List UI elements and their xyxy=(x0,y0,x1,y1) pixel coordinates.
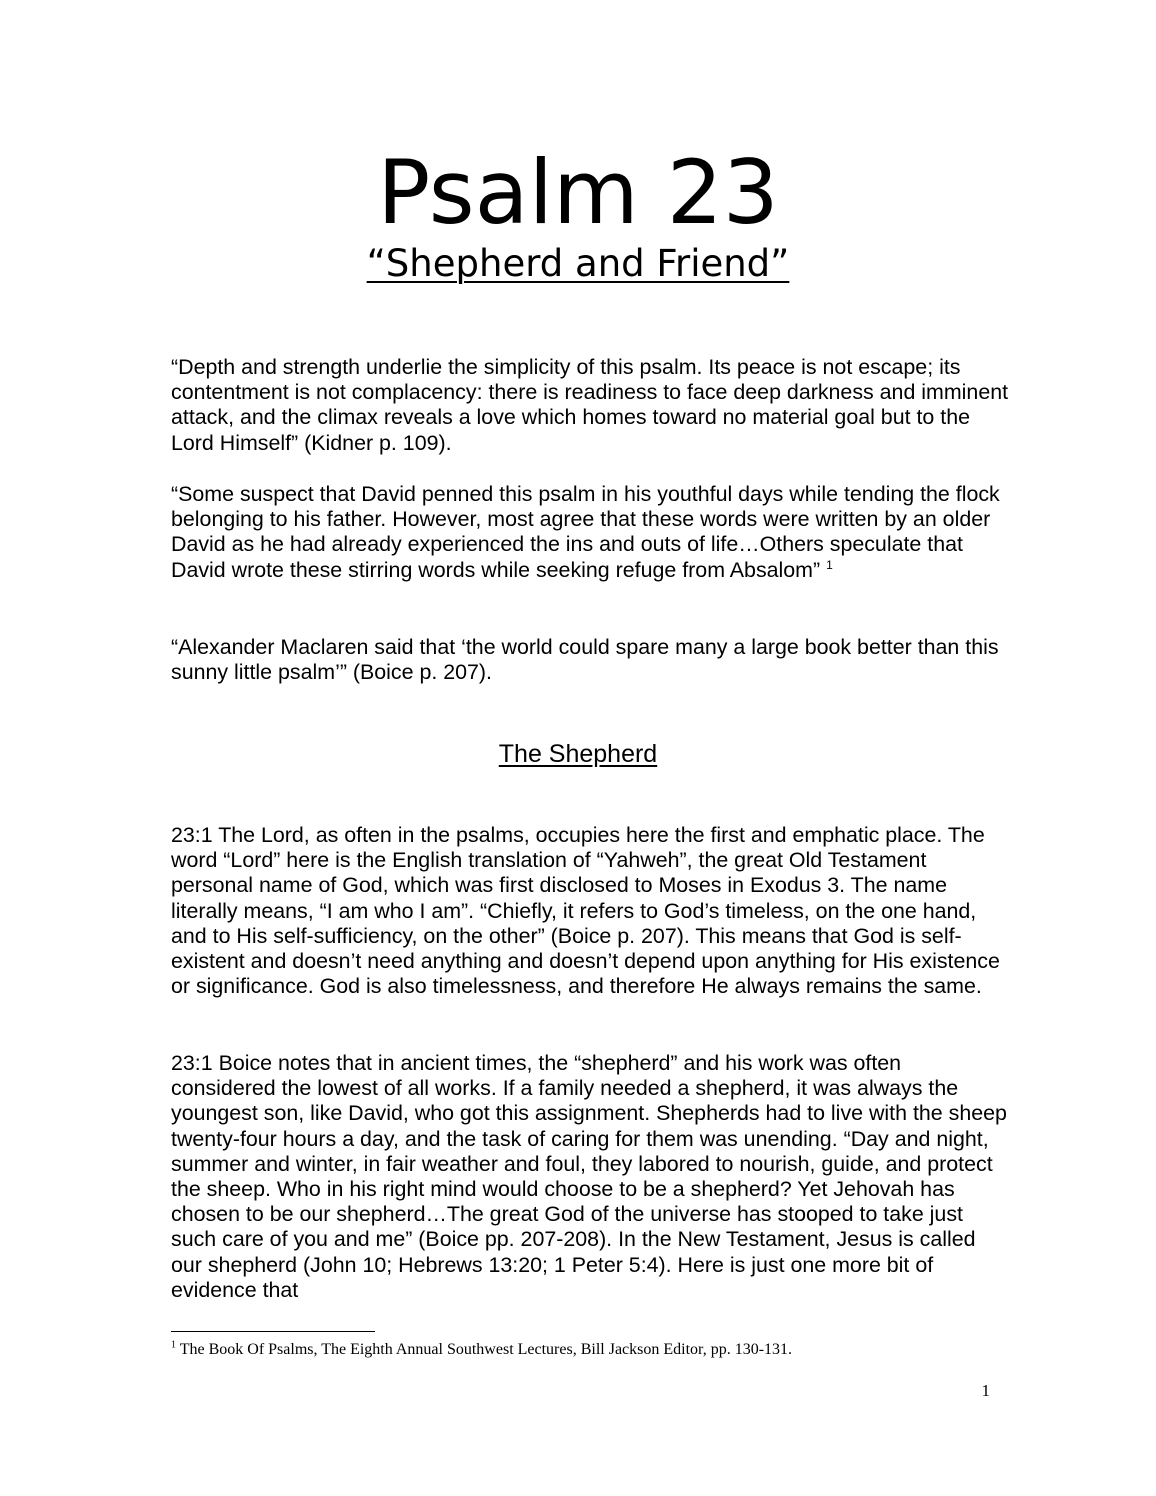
footnote xyxy=(171,1340,1011,1360)
page-subtitle-text: “Shepherd and Friend” xyxy=(366,242,790,285)
section-paragraph-lord: 23:1 The Lord, as often in the psalms, occupies here the first and emphatic place. The word “Lord” here is the English translation of “Yahweh”, the great Old Testament personal name of God, which was first disclosed to Moses in Exodus 3. The name literally means, “I am who I am”. “Chiefly, it refers to God’s timeless, on the one hand, and to His self-sufficiency, on the other” (Boice p. 207). This means that God is self-existent and doesn’t need anything and doesn’t depend upon anything for His existence or significance. God is also timelessness, and therefore He always remains the same. xyxy=(171,823,1000,999)
intro-paragraph-kidner: “Depth and strength underlie the simplicity of this psalm. Its peace is not escape; its contentment is not complacency: there is readiness to face deep darkness and imminent attack, and the climax reveals a love which homes toward no material goal but to the Lord Himself” (Kidner p. 109). xyxy=(171,355,1009,455)
section-paragraph-shepherd: 23:1 Boice notes that in ancient times, the “shepherd” and his work was often considered the lowest of all works. If a family needed a shepherd, it was always the youngest son, like David, who got this assignment. Shepherds had to live with the sheep twenty-four hours a day, and the task of caring for them was unending. “Day and night, summer and winter, in fair weather and foul, they labored to nourish, guide, and protect the sheep. Who in his right mind would choose to be a shepherd? Yet Jehovah has chosen to be our shepherd…The great God of the universe has stooped to take just such care of you and me” (Boice pp. 207-208). In the New Testament, Jesus is called our shepherd (John 10; Hebrews 13:20; 1 Peter 5:4). Here is just one more bit of evidence that xyxy=(171,1051,1007,1302)
intro-paragraph-maclaren: “Alexander Maclaren said that ‘the world could spare many a large book better than this sunny little psalm’” (Boice p. 207). xyxy=(171,635,999,685)
section-heading xyxy=(0,738,1156,770)
intro-paragraph-david xyxy=(171,482,1011,583)
footnote-marker: 1 xyxy=(171,1339,176,1351)
intro-paragraph-david-text: “Some suspect that David penned this psalm in his youthful days while tending the flock belonging to his father. However, most agree that these words were written by an older David as he had already experienced the ins and outs of life…Others speculate that David wrote these stirring words while seeking refuge from Absalom” xyxy=(171,482,1000,582)
page-title: Psalm 23 xyxy=(377,141,779,244)
footnote-reference[interactable]: 1 xyxy=(826,557,833,572)
section-heading-text: The Shepherd xyxy=(498,740,658,768)
page-subtitle xyxy=(0,240,1156,288)
page-number: 1 xyxy=(981,1381,990,1400)
footnote-text: The Book Of Psalms, The Eighth Annual Southwest Lectures, Bill Jackson Editor, pp. 130-131. xyxy=(179,1341,793,1358)
footnote-divider xyxy=(171,1331,375,1332)
